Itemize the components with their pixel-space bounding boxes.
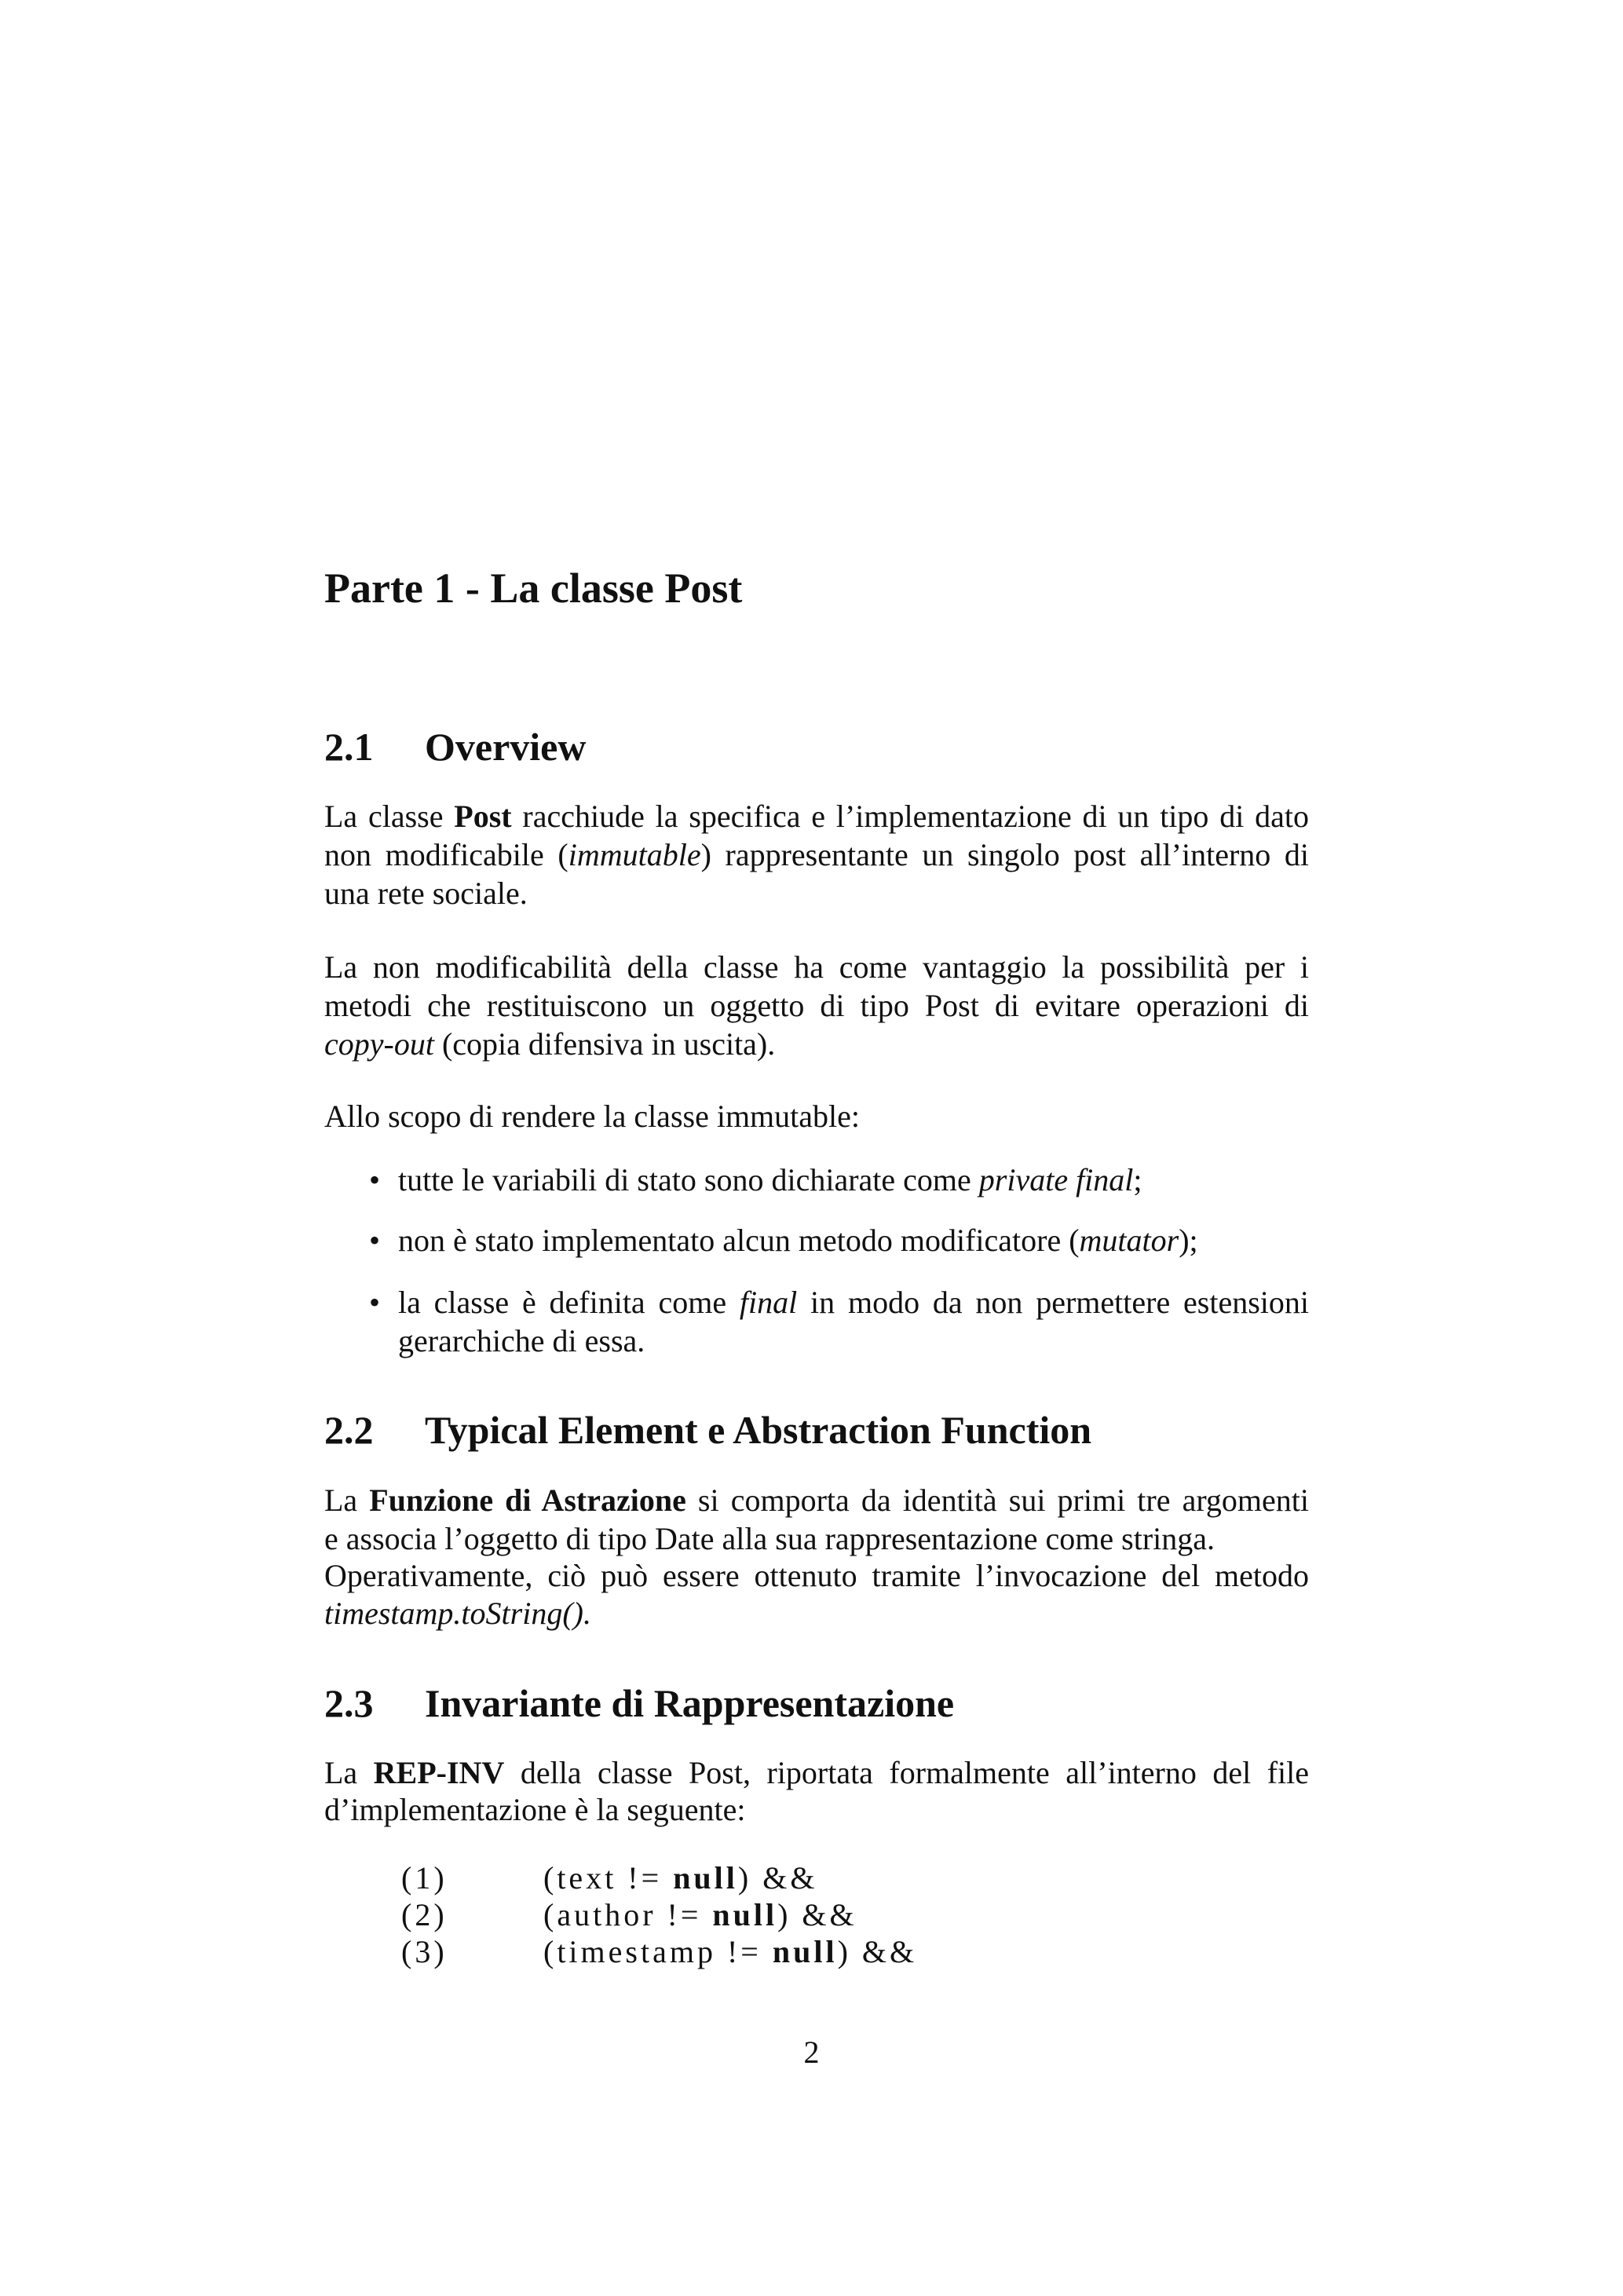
paragraph-line <box>324 1594 1309 1632</box>
text: ); <box>1179 1223 1198 1258</box>
italic-text: copy-out <box>324 1026 434 1062</box>
text: non è stato implementato alcun metodo modificatore ( <box>398 1223 1080 1258</box>
text: La <box>324 1483 370 1518</box>
chapter-title: Parte 1 - La classe Post <box>324 565 743 612</box>
paragraph-line: La non modificabilità della classe ha come vantaggio la possibilità per i <box>324 949 1309 985</box>
code-text <box>543 1933 917 1970</box>
bullet-icon: • <box>369 1285 381 1320</box>
bold-text: REP-INV <box>373 1755 505 1790</box>
italic-text: immutable <box>568 837 701 872</box>
code-part: ) && <box>777 1897 857 1932</box>
italic-text: mutator <box>1079 1223 1179 1258</box>
code-part: (author != <box>543 1897 713 1932</box>
keyword: null <box>673 1860 738 1896</box>
text: racchiude la specifica e l’implementazione di un tipo di dato <box>511 799 1309 834</box>
code-part: (text != <box>543 1860 674 1896</box>
line-number: (1) <box>401 1860 448 1896</box>
bold-text: Funzione di Astrazione <box>369 1483 686 1518</box>
text: (copia difensiva in uscita). <box>433 1026 776 1062</box>
code-text <box>543 1859 817 1896</box>
paragraph-line <box>324 1481 1309 1519</box>
text: la classe è definita come <box>398 1285 740 1320</box>
paragraph-line: Operativamente, ciò può essere ottenuto tramite l’invocazione del metodo <box>324 1558 1309 1593</box>
list-item <box>398 1161 1309 1199</box>
section-heading-overview <box>324 724 586 770</box>
text: ) rappresentante un singolo post all’interno di <box>700 837 1309 872</box>
section-heading-typical-element <box>324 1407 1091 1453</box>
paragraph-line <box>324 797 1309 835</box>
list-item <box>398 1283 1309 1322</box>
paragraph-line <box>324 1753 1309 1792</box>
text: ; <box>1133 1162 1142 1197</box>
section-title: Overview <box>425 725 587 769</box>
section-title: Typical Element e Abstraction Function <box>425 1408 1092 1452</box>
list-item <box>398 1221 1309 1260</box>
italic-text: timestamp.toString(). <box>324 1596 591 1631</box>
code-part: ) && <box>737 1860 818 1896</box>
italic-text: final <box>739 1285 798 1320</box>
italic-text: private final <box>978 1162 1134 1197</box>
paragraph-line: metodi che restituiscono un oggetto di tipo Post di evitare operazioni di <box>324 988 1309 1023</box>
paragraph-line <box>324 1025 1309 1063</box>
bold-text: Post <box>454 799 512 834</box>
line-number: (2) <box>401 1897 448 1932</box>
section-title: Invariante di Rappresentazione <box>425 1681 955 1725</box>
code-text <box>543 1896 857 1933</box>
list-item-continuation: gerarchiche di essa. <box>398 1323 645 1358</box>
section-number: 2.3 <box>324 1681 374 1725</box>
section-number: 2.2 <box>324 1408 374 1452</box>
text: non modificabile ( <box>324 837 568 872</box>
keyword: null <box>772 1934 838 1969</box>
text: in modo da non permettere estensioni <box>797 1285 1309 1320</box>
code-part: (timestamp != <box>543 1934 773 1969</box>
paragraph-line <box>324 835 1309 874</box>
code-part: ) && <box>837 1934 918 1969</box>
line-number: (3) <box>401 1934 448 1969</box>
bullet-icon: • <box>369 1223 381 1258</box>
bullet-icon: • <box>369 1162 381 1197</box>
page-number: 2 <box>803 2035 820 2070</box>
text: della classe Post, riportata formalmente all’interno del file <box>504 1755 1309 1790</box>
paragraph-line: una rete sociale. <box>324 876 528 911</box>
paragraph-line: e associa l’oggetto di tipo Date alla sua rappresentazione come stringa. <box>324 1521 1215 1556</box>
section-number: 2.1 <box>324 725 374 769</box>
text: tutte le variabili di stato sono dichiarate come <box>398 1162 979 1197</box>
paragraph-line: d’implementazione è la seguente: <box>324 1792 746 1827</box>
text: si comporta da identità sui primi tre argomenti <box>685 1483 1310 1518</box>
keyword: null <box>712 1897 778 1932</box>
text: La classe <box>324 799 455 834</box>
text: La <box>324 1755 374 1790</box>
paragraph-line: Allo scopo di rendere la classe immutable: <box>324 1099 861 1134</box>
section-heading-rep-inv <box>324 1680 954 1726</box>
